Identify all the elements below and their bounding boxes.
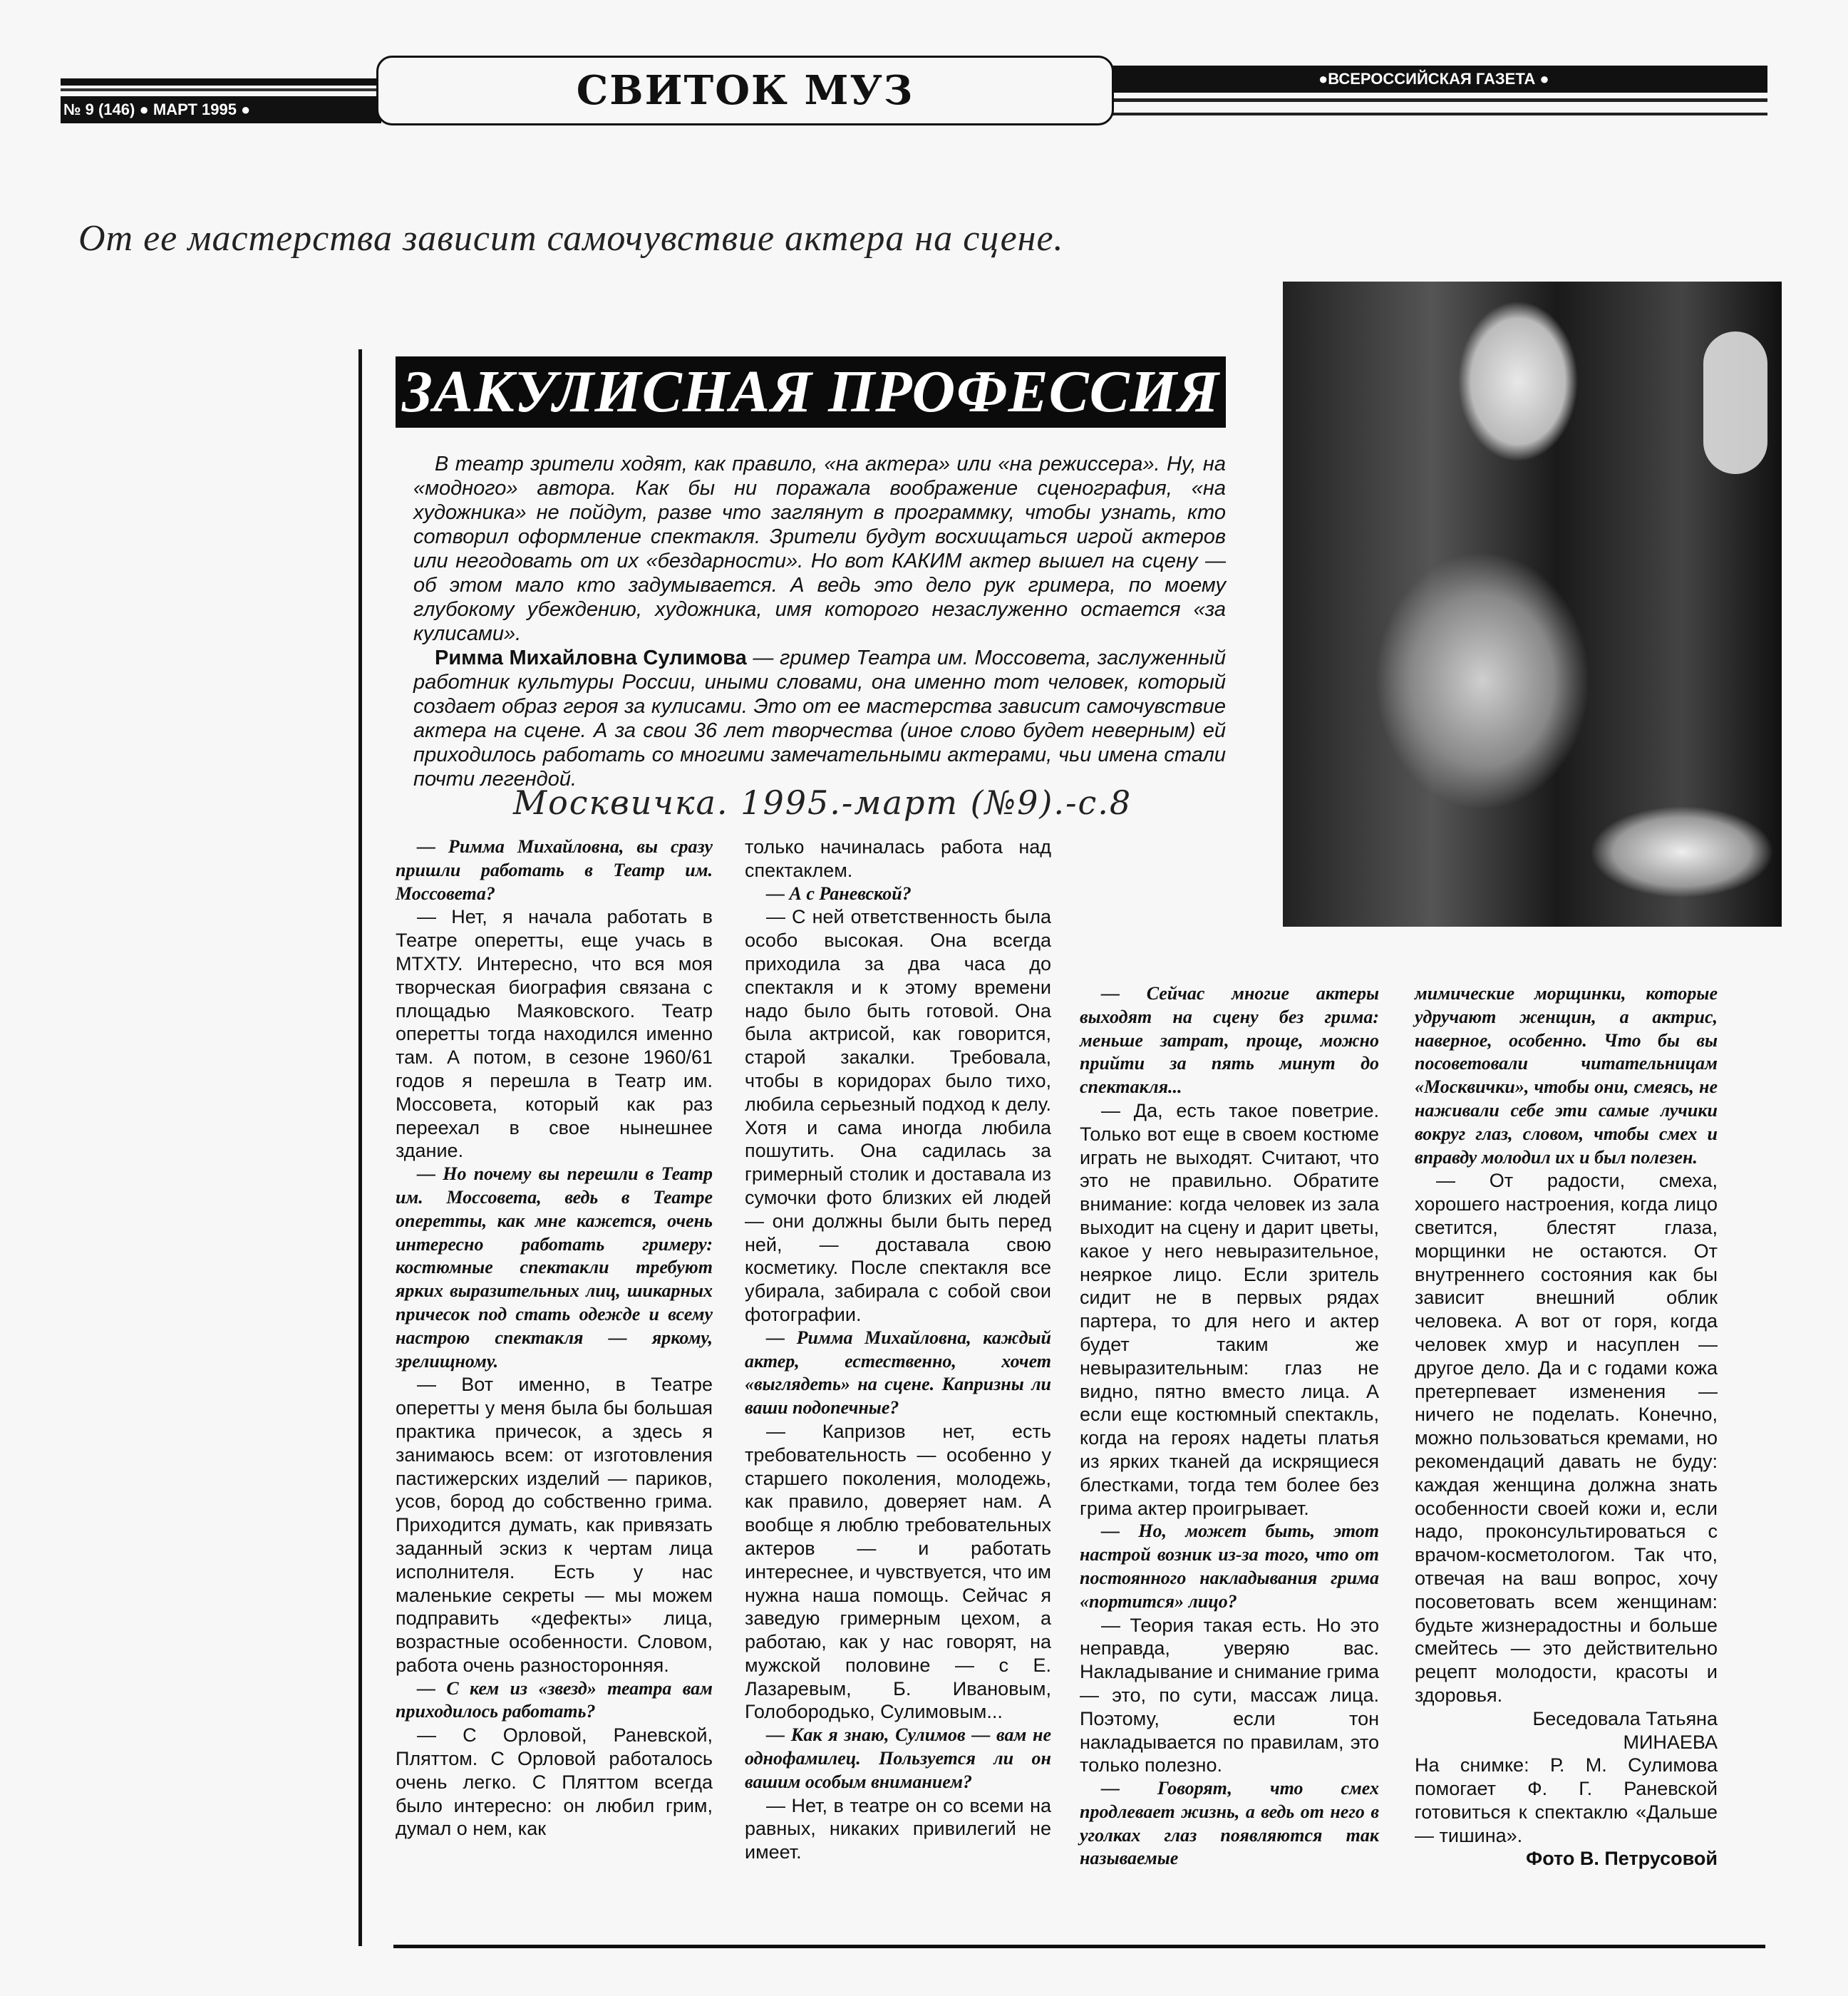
column-4: [1415, 982, 1718, 1871]
answer: — Нет, я начала работать в Театре оперетты, еще учась в МТХТУ. Интересно, что вся моя творческая биография связана с площадью Маяковского. Театр оперетты тогда находился именно там. А потом, в сезоне 1960/61 годов я перешла в Театр им. Моссовета, который как раз переехал в свое нынешнее здание.: [396, 906, 713, 1162]
bottom-rule: [393, 1945, 1765, 1948]
issue-info: № 9 (146) ● МАРТ 1995 ●: [61, 96, 381, 123]
headline: ЗАКУЛИСНАЯ ПРОФЕССИЯ: [396, 356, 1226, 428]
answer-continued: только начиналась работа над спектаклем.: [745, 836, 1051, 881]
question: — С кем из «звезд» театра вам приходилось работать?: [396, 1677, 713, 1722]
intro-paragraph-2: [413, 646, 1226, 791]
section-title-box: [376, 56, 1114, 125]
newspaper-banner: [1112, 66, 1767, 93]
photo-caption: На снимке: Р. М. Сулимова помогает Ф. Г. Раневской готовиться к спектаклю «Дальше — тишина».: [1415, 1754, 1718, 1846]
answer: — Капризов нет, есть требовательность — особенно у старшего поколения, молодежь, как правило, доверяет нам. А вообще я люблю требовательных актеров — и работать интереснее, и чувствуется, что им нужна наша помощь. Сейчас я заведую гримерным цехом, а работаю, как у нас говорят, на мужской половине — с Е. Лазаревым, Б. Ивановым, Голобородько, Сулимовым...: [745, 1420, 1051, 1723]
masthead-rule: [1112, 113, 1767, 115]
answer: — Теория такая есть. Но это неправда, уверяю вас. Накладывание и снимание грима — это, по сути, массаж лица. Поэтому, если тон накладывается по правилам, это только полезно.: [1080, 1614, 1379, 1776]
question: — Но почему вы перешли в Театр им. Моссовета, ведь в Театре оперетты, как мне кажется, очень интересно работать гримеру: костюмные спектакли требуют ярких выразительных лиц, шикарных причесок под стать одежде и всему настрою спектакля — яркому, зрелищному.: [396, 1163, 713, 1372]
photo-credit: Фото В. Петрусовой: [1526, 1848, 1718, 1870]
article-photo: [1283, 282, 1782, 927]
byline-line-1: Беседовала Татьяна: [1532, 1707, 1718, 1729]
section-title: СВИТОК МУЗ: [576, 67, 914, 114]
question: — Римма Михайловна, вы сразу пришли работать в Театр им. Моссовета?: [396, 836, 713, 904]
column-1: [396, 835, 713, 1841]
answer: — Да, есть такое поветрие. Только вот еще в своем костюме играть не выходят. Считают, что это не правильно. Обратите внимание: когда человек из зала выходит на сцену и дарит цветы, какое у него невыразительное, неяркое лицо. Если зритель сидит не в первых рядах партера, то для него и актер будет таким же невыразительным: глаз не видно, пятно вместо лица. А если еще костюмный спектакль, когда на героях надеты платья из ярких тканей да искрящиеся блестками, тогда тем более без грима актер проигрывает.: [1080, 1099, 1379, 1519]
answer: — От радости, смеха, хорошего настроения, когда лицо светится, блестят глаза, морщинки не остаются. От внутреннего состояния как бы зависит внешний облик человека. А вот от горя, когда человек хмур и насуплен — другое дело. Да и с годами кожа претерпевает изменения — ничего не поделать. Конечно, можно пользоваться кремами, но рекомендаций давать не буду: каждая женщина должна знать особенности своей кожи и, если надо, проконсультироваться с врачом-косметологом. Так что, отвечая на ваш вопрос, хочу посоветовать всем женщинам: будьте жизнерадостны и больше смейтесь — это действительно рецепт молодости, красоты и здоровья.: [1415, 1170, 1718, 1706]
answer: — Нет, в театре он со всеми на равных, никаких привилегий не имеет.: [745, 1794, 1051, 1863]
answer: — Вот именно, в Театре оперетты у меня была бы большая практика причесок, а здесь я занимаюсь всем: от изготовления пастижерских изделий — париков, усов, бород до собственно грима. Приходится думать, как привязать заданный эскиз к чертам лица исполнителя. Есть у нас маленькие секреты — мы можем подправить «дефекты» лица, возрастные особенности. Словом, работа очень разносторонняя.: [396, 1374, 713, 1676]
masthead-rule: [1112, 98, 1767, 102]
question: — Но, может быть, этот настрой возник из-за того, что от постоянного накладывания грима «портится» лицо?: [1080, 1521, 1379, 1612]
lamp-highlight: [1703, 331, 1767, 474]
column-2: [745, 835, 1051, 1864]
question: — А с Раневской?: [766, 883, 912, 904]
byline-author: МИНАЕВА: [1623, 1731, 1718, 1753]
intro-text: — гример Театра им. Моссовета, заслуженный работник культуры России, иными словами, она именно тот человек, который создает образ героя за кулисами. Это от ее мастерства зависит самочувствие актера на сцене. А за свои 36 лет творчества (иное слово будет неверным) ей приходилось работать со многими замечательными актерами, чьи имена стали почти легендой.: [413, 647, 1226, 791]
answer: — С Орловой, Раневской, Пляттом. С Орловой работалось очень легко. С Пляттом всегда было интересно: он любил грим, думал о нем, как: [396, 1724, 713, 1840]
intro-name: Римма Михайловна Сулимова: [435, 647, 747, 669]
question: — Римма Михайловна, каждый актер, естественно, хочет «выглядеть» на сцене. Капризны ли ваши подопечные?: [745, 1327, 1051, 1419]
question: — Говорят, что смех продлевает жизнь, а ведь от него в уголках глаз появляются так называемые: [1080, 1778, 1379, 1869]
column-3: [1080, 982, 1379, 1871]
question: — Как я знаю, Сулимов — вам не однофамилец. Пользуется ли он вашим особым вниманием?: [745, 1724, 1051, 1792]
newspaper-name: ●ВСЕРОССИЙСКАЯ ГАЗЕТА ●: [1318, 70, 1549, 88]
masthead-rule: [61, 88, 381, 91]
intro-lead: [413, 452, 1226, 791]
handwritten-note: Москвичка. 1995.-март (№9).-с.8: [513, 783, 1132, 822]
intro-paragraph-1: В театр зрители ходят, как правило, «на актера» или «на режиссера». Ну, на «модного» автора. Как бы ни поражала воображение сценография, «на художника» не пойдут, разве что заглянут в программку, чтобы узнать, кто сотворил оформление спектакля. Зрители будут восхищаться игрой актеров или негодовать от их «бездарности». Но вот КАКИМ актер вышел на сцену — об этом мало кто задумывается. А ведь это дело рук гримера, по моему глубокому убеждению, художника, имя которого незаслуженно остается «за кулисами».: [413, 453, 1226, 645]
question-continued: мимические морщинки, которые удручают женщин, а актрис, наверное, особенно. Что бы вы посоветовали читательницам «Москвички», чтобы они, смеясь, не наживали себе эти самые лучики вокруг глаз, словом, чтобы смех и вправду молодил их и был полезен.: [1415, 983, 1718, 1168]
vertical-rule: [358, 349, 362, 1946]
question: — Сейчас многие актеры выходят на сцену без грима: меньше затрат, проще, можно прийти за пять минут до спектакля...: [1080, 983, 1379, 1098]
subtitle: От ее мастерства зависит самочувствие актера на сцене.: [78, 218, 1064, 259]
masthead-rule: [61, 78, 381, 86]
answer: — С ней ответственность была особо высокая. Она всегда приходила за два часа до спектакля и к этому времени надо было быть готовой. Она была актрисой, как говорится, старой закалки. Требовала, чтобы в коридорах было тихо, любила серьезный подход к делу. Хотя и сама иногда любила пошутить. Она садилась за гримерный столик и доставала из сумочки фото близких ей людей — они должны были быть перед ней, — доставала свою косметику. После спектакля все убирала, забирала с собой свои фотографии.: [745, 906, 1051, 1325]
